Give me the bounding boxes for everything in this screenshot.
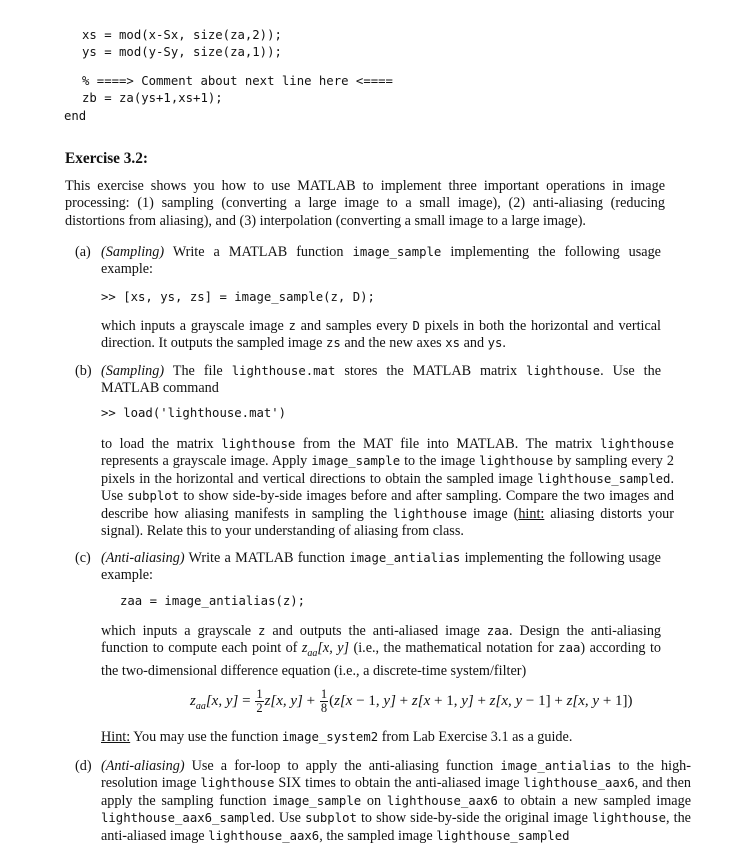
item-a-tag: (Sampling) xyxy=(101,244,165,260)
code-line: xs = mod(x-Sx, size(za,2)); xyxy=(82,28,282,42)
usage-code: zaa = image_antialias(z); xyxy=(120,594,306,608)
load-command-code: >> load('lighthouse.mat') xyxy=(101,406,287,420)
hint-label: hint: xyxy=(518,505,545,522)
item-label-d: (d) xyxy=(75,758,92,774)
fraction-one-eighth: $\frac{1}{8}$ xyxy=(320,687,328,715)
fraction-one-half: $\frac{1}{2}$ xyxy=(256,687,263,715)
usage-code: >> [xs, ys, zs] = image_sample(z, D); xyxy=(101,290,375,304)
item-b-prompt: (Sampling) The file lighthouse.mat stores the MATLAB matrix lighthouse. Use the MATLAB command xyxy=(101,363,661,397)
func-name: image_sample xyxy=(352,245,442,259)
item-c-prompt: (Anti-aliasing) Write a MATLAB function image_antialias implementing the following usage example: xyxy=(101,550,661,584)
item-label-b: (b) xyxy=(75,363,92,379)
item-c-description: which inputs a grayscale z and outputs the anti-aliased image zaa. Design the anti-aliasing function to compute each point of $z_{aa}[x$, y] (i.e., the mathematical notation for zaa) according to the two-dimensional difference equation (i.e., a discrete-time system/filter) xyxy=(101,623,662,679)
hint-label: Hint: xyxy=(101,729,131,745)
code-line: zb = za(ys+1,xs+1); xyxy=(82,91,223,105)
exercise-intro: This exercise shows you how to use MATLAB to implement three important operations in image processing: (1) sampling (converting a large image to a small image), (2) anti-aliasing (reducing distortions from aliasing), and (3) interpolation (converting a small image to a large image). xyxy=(65,178,665,229)
item-label-a: (a) xyxy=(75,244,91,260)
item-label-c: (c) xyxy=(75,550,91,566)
item-b-description: to load the matrix lighthouse from the MAT file into MATLAB. The matrix lighthouse represents a grayscale image. Apply image_sample to the image lighthouse by sampling every 2 pixels in the horizontal and vertical directions to obtain the sampled image lighthouse_sampled. Use subplot to show side-by-side images before and after sampling. Compare the two images and describe how aliasing manifests in sampling the lighthouse image (hint: aliasing distorts your signal). Relate this to your understanding of aliasing from class. xyxy=(101,436,674,540)
code-end-keyword: end xyxy=(64,109,87,123)
code-line: ys = mod(y-Sy, size(za,1)); xyxy=(82,45,282,59)
code-comment-line: % ====> Comment about next line here <==== xyxy=(82,74,393,88)
item-d-text: (Anti-aliasing) Use a for-loop to apply the anti-aliasing function image_antialias to the high-resolution image lighthouse SIX times to obtain the anti-aliased image lighthouse_aax6, and then apply the sampling function image_sample on lighthouse_aax6 to obtain a new sampled image lighthouse_aax6_sampled. Use subplot to show side-by-side the original image lighthouse, the anti-aliased image lighthouse_aax6, the sampled image lighthouse_sampled xyxy=(101,758,691,844)
exercise-title: Exercise 3.2: xyxy=(65,150,148,167)
item-c-hint: Hint: You may use the function image_system2 from Lab Exercise 3.1 as a guide. xyxy=(101,729,573,745)
item-a-description: which inputs a grayscale image z and samples every D pixels in both the horizontal and vertical direction. It outputs the sampled image zs and the new axes xs and ys. xyxy=(101,318,661,352)
difference-equation: $z_{aa}[x$, y] = $\frac{1}{2}$ z[x, y] + $\frac{1}{8}$ (z[x − 1, y] + z[x + 1, y] + z[x, y − 1] + z[x, y + 1]) xyxy=(190,687,633,715)
item-a-prompt: (Sampling) Write a MATLAB function image_sample implementing the following usage example: xyxy=(101,244,661,278)
